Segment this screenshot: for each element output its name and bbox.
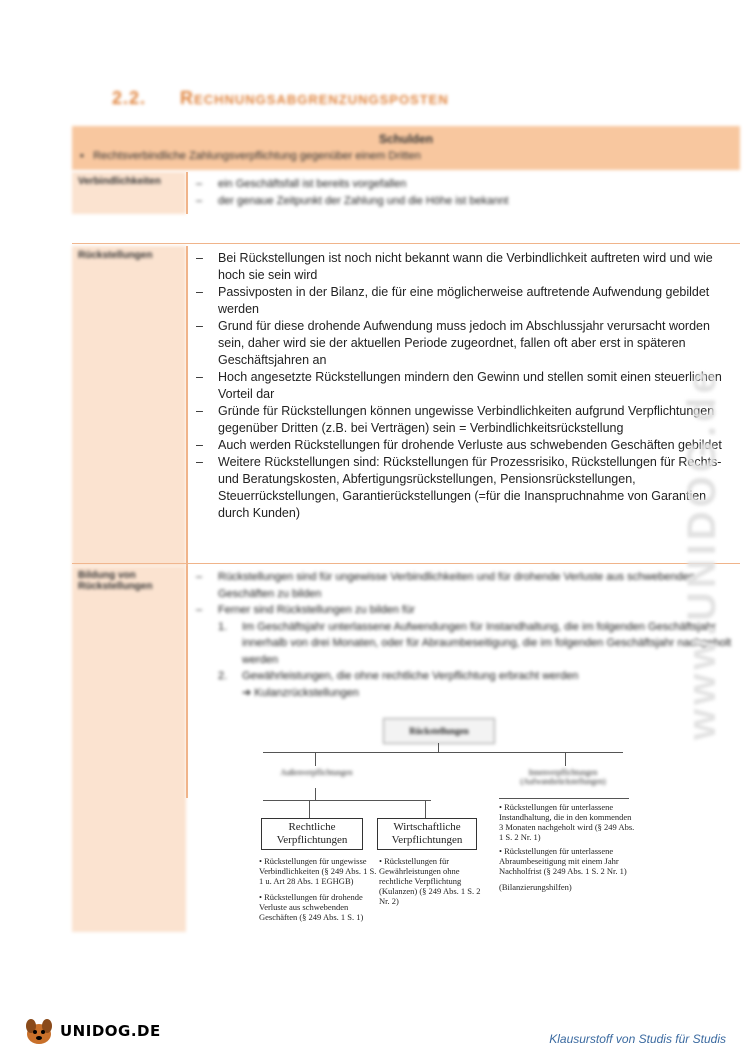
connector <box>263 800 431 801</box>
connector <box>309 800 310 818</box>
bildung-content <box>196 569 736 701</box>
list-item: • Rückstellungen für unterlassene Abraumbeseitigung mit einem Jahr Nachholfrist (§ 249 Abs. 1 S. 2 Nr. 1) <box>499 846 627 876</box>
connector <box>263 752 623 753</box>
list-item: • Rückstellungen für unterlassene Instandhaltung, die in den kommenden 3 Monaten nachgeholt wird (§ 249 Abs. 1 S. 2 Nr. 1) <box>499 802 635 842</box>
arrow-note: ➔ Kulanzrückstellungen <box>242 686 359 699</box>
unidog-logo <box>22 1016 161 1046</box>
list-item: – Grund für diese drohende Aufwendung muss jedoch im Abschlussjahr verursacht worden sein, daher wird sie der aktuellen Periode zugeordnet, fallen oft aber erst in späteren Geschäftsjahren an <box>196 319 710 367</box>
verbindlichkeiten-label: Verbindlichkeiten <box>72 172 186 214</box>
diagram-root: Rückstellungen <box>383 718 495 744</box>
rechtliche-list <box>259 856 377 922</box>
list-item: – Gründe für Rückstellungen können ungewisse Verbindlichkeiten aufgrund Verpflichtungen gegenüber Dritten (z.B. bei Verträgen) sein = Verbindlichkeitsrückstellung <box>196 404 715 435</box>
list-item: – Auch werden Rückstellungen für drohende Verluste aus schwebenden Geschäften gebildet <box>196 438 722 452</box>
diagram-innen: Innenverpflichtungen (Aufwandsrückstellungen) <box>520 768 606 786</box>
rueckstellungen-label: Rückstellungen <box>72 246 186 566</box>
numbered-item: 2. Gewährleistungen, die ohne rechtliche Verpflichtung erbracht werden <box>218 670 579 682</box>
innen-list <box>499 802 635 892</box>
box-wirtschaftliche: Wirtschaftliche Verpflichtungen <box>377 818 477 850</box>
rueckstellungen-content <box>196 250 736 522</box>
divider <box>72 243 740 244</box>
connector <box>499 798 629 799</box>
watermark: www.UNIDOG.de <box>680 367 724 740</box>
list-item: – ein Geschäftsfall ist bereits vorgefallen <box>196 178 407 190</box>
schulden-bullet-text: Rechtsverbindliche Zahlungsverpflichtung gegenüber einem Dritten <box>93 150 421 162</box>
connector <box>565 752 566 766</box>
box-rechtliche: Rechtliche Verpflichtungen <box>261 818 363 850</box>
list-item: • Rückstellungen für Gewährleistungen ohne rechtliche Verpflichtung (Kulanzen) (§ 249 Abs. 1 S. 2 Nr. 2) <box>379 856 481 906</box>
list-item: • Rückstellungen für ungewisse Verbindlichkeiten (§ 249 Abs. 1 S. 1 u. Art 28 Abs. 1 EGHGB) <box>259 856 377 886</box>
numbered-item: 1. Im Geschäftsjahr unterlassene Aufwendungen für Instandhaltung, die im folgenden Geschäftsjahr innerhalb von drei Monaten, oder für Abraumbeseitigung, die im folgenden Geschäftsjahr nachgeholt werden <box>218 620 732 666</box>
section-heading <box>112 88 449 109</box>
schulden-title: Schulden <box>378 132 433 146</box>
list-item: • Rückstellungen für drohende Verluste aus schwebenden Geschäften (§ 249 Abs. 1 S. 1) <box>259 892 364 922</box>
rueckstellungen-diagram <box>255 712 640 940</box>
bildung-bar <box>186 566 188 798</box>
connector <box>315 788 316 800</box>
verbindlichkeiten-bar <box>186 172 188 214</box>
connector <box>438 743 439 753</box>
schulden-header <box>72 126 740 170</box>
list-item: – der genaue Zeitpunkt der Zahlung und die Höhe ist bekannt <box>196 195 509 207</box>
list-item: – Hoch angesetzte Rückstellungen mindern den Gewinn und stellen somit einen steuerlichen Vorteil dar <box>196 370 722 401</box>
connector <box>425 800 426 818</box>
verbindlichkeiten-content <box>196 176 736 210</box>
diagram-aussen: Außenverpflichtungen <box>280 768 353 777</box>
list-item: – Bei Rückstellungen ist noch nicht bekannt wann die Verbindlichkeit auftreten wird und wie hoch sie sein wird <box>196 251 713 282</box>
section-number: 2.2. <box>112 88 147 108</box>
list-item: – Ferner sind Rückstellungen zu bilden für <box>196 604 415 616</box>
schulden-bullet: ▪ Rechtsverbindliche Zahlungsverpflichtung gegenüber einem Dritten <box>80 150 421 162</box>
list-item: – Weitere Rückstellungen sind: Rückstellungen für Prozessrisiko, Rückstellungen für Rechts- und Beratungskosten, Abfertigungsrückstellungen, Pensionsrückstellungen, Steuerrückstellungen, Garantierückstellungen (=für die Inanspruchnahme von Garantien durch Kunden) <box>196 455 722 520</box>
rueckstellungen-bar <box>186 246 188 566</box>
footer-tagline: Klausurstoff von Studis für Studis <box>549 1032 726 1046</box>
divider <box>72 563 740 564</box>
logo-text: UNIDOG.DE <box>60 1022 161 1040</box>
dog-icon <box>22 1016 56 1046</box>
list-item: – Passivposten in der Bilanz, die für eine möglicherweise auftretende Aufwendung gebildet werden <box>196 285 710 316</box>
connector <box>315 752 316 766</box>
bildung-label: Bildung von Rückstellungen <box>72 566 186 932</box>
section-title: Rechnungsabgrenzungsposten <box>180 88 449 108</box>
list-item: – Rückstellungen sind für ungewisse Verbindlichkeiten und für drohende Verluste aus schwebenden Geschäften zu bilden <box>196 571 695 600</box>
wirtschaftliche-list <box>379 856 489 906</box>
innen-note: (Bilanzierungshilfen) <box>499 882 572 892</box>
